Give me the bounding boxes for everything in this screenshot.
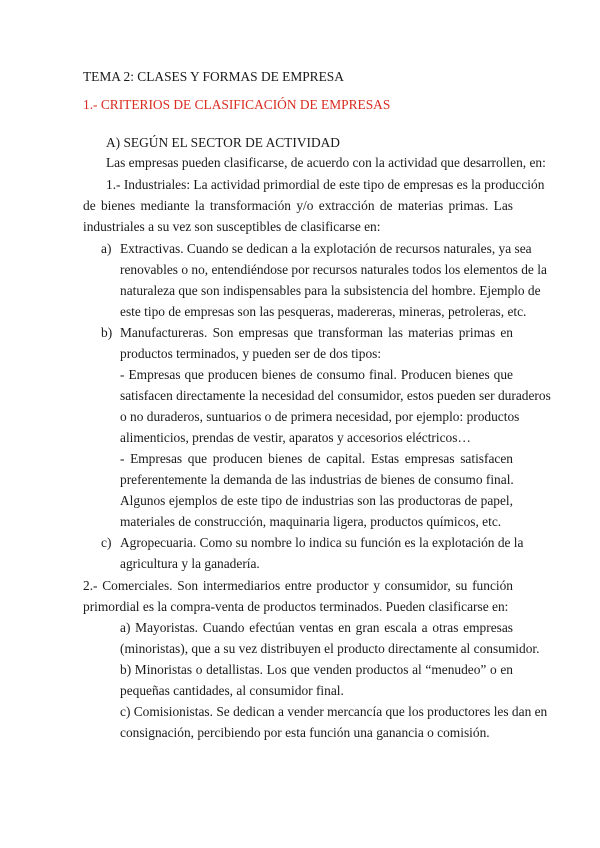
- intro-paragraph: Las empresas pueden clasificarse, de acuerdo con la actividad que desarrollen, en:: [106, 155, 546, 170]
- list-item-line: Agropecuaria. Como su nombre lo indica su función es la explotación de la: [120, 535, 524, 550]
- paragraph-line: industriales a su vez son susceptibles de clasificarse en:: [83, 219, 381, 234]
- subitem-line: preferentemente la demanda de las industrias de bienes de consumo final.: [120, 472, 514, 487]
- list-item-line: Extractivas. Cuando se dedican a la explotación de recursos naturales, ya sea: [120, 241, 532, 256]
- list-item-line: agricultura y la ganadería.: [120, 556, 260, 571]
- subitem-line: alimenticios, prendas de vestir, aparatos y accesorios eléctricos…: [120, 430, 471, 445]
- list-item-line: a) Mayoristas. Cuando efectúan ventas en gran escala a otras empresas: [120, 620, 513, 635]
- subitem-line: Algunos ejemplos de este tipo de industrias son las productoras de papel,: [120, 493, 513, 508]
- subitem-line: materiales de construcción, maquinaria ligera, productos químicos, etc.: [120, 514, 502, 529]
- subitem-line: satisfacen directamente la necesidad del consumidor, estos pueden ser duraderos: [120, 388, 551, 403]
- subitem-line: - Empresas que producen bienes de capital. Estas empresas satisfacen: [120, 451, 513, 466]
- subsection-heading: A) SEGÚN EL SECTOR DE ACTIVIDAD: [106, 135, 340, 150]
- paragraph-line: 1.- Industriales: La actividad primordial de este tipo de empresas es la producción: [106, 177, 545, 192]
- paragraph-line: de bienes mediante la transformación y/o extracción de materias primas. Las: [83, 198, 513, 213]
- list-marker: c): [101, 535, 112, 550]
- list-item-line: c) Comisionistas. Se dedican a vender mercancía que los productores les dan en: [120, 704, 548, 719]
- paragraph-line: 2.- Comerciales. Son intermediarios entre productor y consumidor, su función: [83, 578, 513, 593]
- list-item-line: (minoristas), que a su vez distribuyen el producto directamente al consumidor.: [120, 641, 540, 656]
- paragraph-line: primordial es la compra-venta de productos terminados. Pueden clasificarse en:: [83, 599, 509, 614]
- list-item-line: consignación, percibiendo por esta función una ganancia o comisión.: [120, 725, 490, 740]
- list-item-line: naturaleza que son indispensables para la subsistencia del hombre. Ejemplo de: [120, 283, 541, 298]
- list-marker: a): [101, 241, 112, 256]
- list-marker: b): [101, 325, 113, 340]
- subitem-line: - Empresas que producen bienes de consumo final. Producen bienes que: [120, 367, 513, 382]
- section-heading: 1.- CRITERIOS DE CLASIFICACIÓN DE EMPRESAS: [83, 97, 391, 112]
- list-item-line: pequeñas cantidades, al consumidor final.: [120, 683, 344, 698]
- document-title: TEMA 2: CLASES Y FORMAS DE EMPRESA: [83, 69, 344, 84]
- list-item-line: Manufactureras. Son empresas que transforman las materias primas en: [120, 325, 513, 340]
- list-item-line: b) Minoristas o detallistas. Los que venden productos al “menudeo” o en: [120, 662, 513, 677]
- list-item-line: renovables o no, entendiéndose por recursos naturales todos los elementos de la: [120, 262, 547, 277]
- subitem-line: o no duraderos, suntuarios o de primera necesidad, por ejemplo: productos: [120, 409, 520, 424]
- list-item-line: productos terminados, y pueden ser de dos tipos:: [120, 346, 382, 361]
- list-item-line: este tipo de empresas son las pesqueras, madereras, mineras, petroleras, etc.: [120, 304, 527, 319]
